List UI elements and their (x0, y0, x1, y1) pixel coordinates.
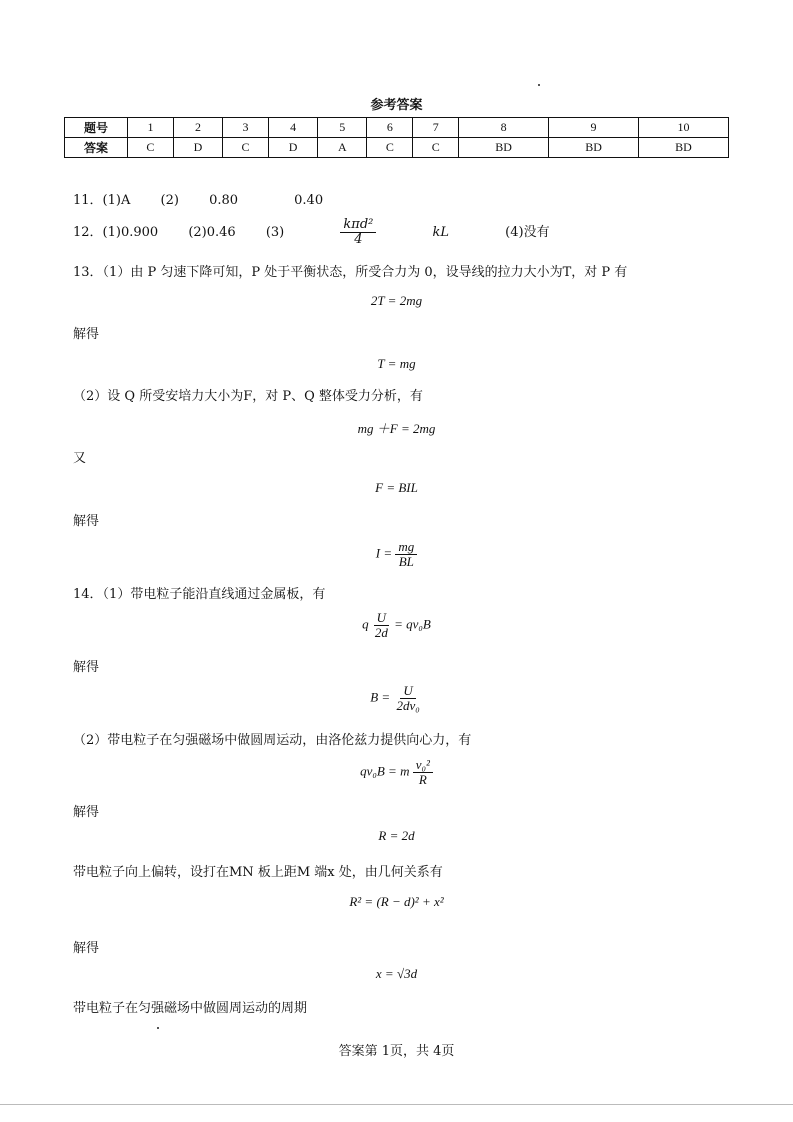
q14-jiede-2: 解得 (73, 805, 100, 820)
bottom-divider (0, 1104, 793, 1105)
q13-jiede-2: 解得 (73, 514, 100, 529)
q14-eq-5: R² = (R − d)² + x² (349, 894, 444, 909)
table-row (65, 118, 729, 138)
table-cell: C (367, 138, 413, 158)
eq-lhs: I = (375, 545, 393, 561)
fraction-denominator: 4 (354, 232, 363, 247)
q13-you: 又 (73, 451, 87, 466)
q11-value-2: 0.40 (294, 193, 324, 208)
q13-eq-2: T = mg (377, 356, 416, 371)
q12-fraction (340, 218, 376, 247)
q12-part4: (4)没有 (505, 225, 550, 240)
eq-fraction (395, 540, 417, 569)
table-cell: C (413, 138, 459, 158)
table-cell: 3 (223, 118, 269, 138)
table-cell: 5 (318, 118, 367, 138)
table-cell: 2 (173, 118, 222, 138)
page-footer: 答案第 1页，共 4页 (338, 1044, 455, 1059)
q13-eq-1: 2T = 2mg (370, 293, 423, 308)
table-cell: BD (459, 138, 549, 158)
q14-line-2: （2）带电粒子在匀强磁场中做圆周运动，由洛伦兹力提供向心力，有 (73, 733, 472, 748)
table-cell: BD (549, 138, 639, 158)
q12-part3-label: (3) (265, 225, 285, 240)
fraction-numerator: mg (395, 540, 417, 555)
eq-fraction (393, 684, 422, 713)
q14-eq-2 (0, 684, 793, 713)
q13-line-2: （2）设 Q 所受安培力大小为F，对 P、Q 整体受力分析，有 (73, 389, 423, 404)
eq-fraction (413, 758, 433, 787)
q14-jiede-3: 解得 (73, 941, 100, 956)
table-cell: 7 (413, 118, 459, 138)
q11-answer (73, 189, 323, 208)
table-cell: D (268, 138, 317, 158)
speck-mark (157, 1027, 159, 1029)
table-cell: 4 (268, 118, 317, 138)
fraction-denominator: 2d (374, 625, 388, 640)
q13-eq-3: mg ＋F = 2mg (357, 421, 436, 436)
table-cell: 10 (639, 118, 729, 138)
row-header-answer: 答案 (65, 138, 128, 158)
q14-line-3: 带电粒子向上偏转，设打在MN 板上距M 端x 处，由几何关系有 (73, 865, 443, 880)
answer-table (64, 117, 729, 158)
fraction-numerator: U (374, 611, 389, 626)
table-cell: 1 (128, 118, 174, 138)
q13-line-1: 13．（1）由 P 匀速下降可知，P 处于平衡状态，所受合力为 0，设导线的拉力大小为T，对 P 有 (73, 265, 628, 280)
q14-line-1: 14．（1）带电粒子能沿直线通过金属板，有 (73, 587, 326, 602)
eq-q: q (362, 616, 369, 632)
q12-tail: kL (432, 225, 450, 240)
q14-eq-4: R = 2d (378, 828, 415, 843)
table-cell: 8 (459, 118, 549, 138)
q13-eq-4: F = BIL (375, 480, 418, 495)
q12-part1: 12．(1)0.900 (73, 225, 159, 240)
row-header-number: 题号 (65, 118, 128, 138)
q14-jiede-1: 解得 (73, 660, 100, 675)
table-cell: D (173, 138, 222, 158)
q12-part2: (2)0.46 (188, 225, 236, 240)
eq-fraction (372, 611, 391, 640)
fraction-denominator: BL (398, 554, 414, 569)
table-cell: 6 (367, 118, 413, 138)
q13-eq-5 (0, 540, 793, 569)
fraction-denominator: 2dv₀ (396, 698, 420, 713)
q14-eq-6: x = √3d (375, 966, 418, 981)
eq-rhs: = qv₀B (394, 616, 431, 632)
eq-lhs: qv₀B = m (360, 763, 410, 779)
q13-jiede-1: 解得 (73, 327, 100, 342)
speck-mark (538, 84, 540, 86)
table-cell: BD (639, 138, 729, 158)
q11-value-1: 0.80 (209, 193, 239, 208)
q14-eq-1 (0, 611, 793, 640)
q11-part1: 11．(1)A (73, 193, 131, 208)
fraction-denominator: R (418, 772, 427, 787)
table-row (65, 138, 729, 158)
page-title: 参考答案 (370, 98, 423, 113)
q14-eq-3 (0, 758, 793, 787)
q14-line-4: 带电粒子在匀强磁场中做圆周运动的周期 (73, 1001, 308, 1016)
table-cell: A (318, 138, 367, 158)
q11-part2-label: (2) (160, 193, 179, 208)
fraction-numerator: U (400, 684, 415, 699)
table-cell: C (128, 138, 174, 158)
table-cell: C (223, 138, 269, 158)
eq-lhs: B = (370, 689, 391, 705)
fraction-numerator: v₀² (413, 758, 433, 773)
q12-answer (73, 218, 550, 247)
table-cell: 9 (549, 118, 639, 138)
fraction-numerator: kπd² (340, 218, 376, 233)
